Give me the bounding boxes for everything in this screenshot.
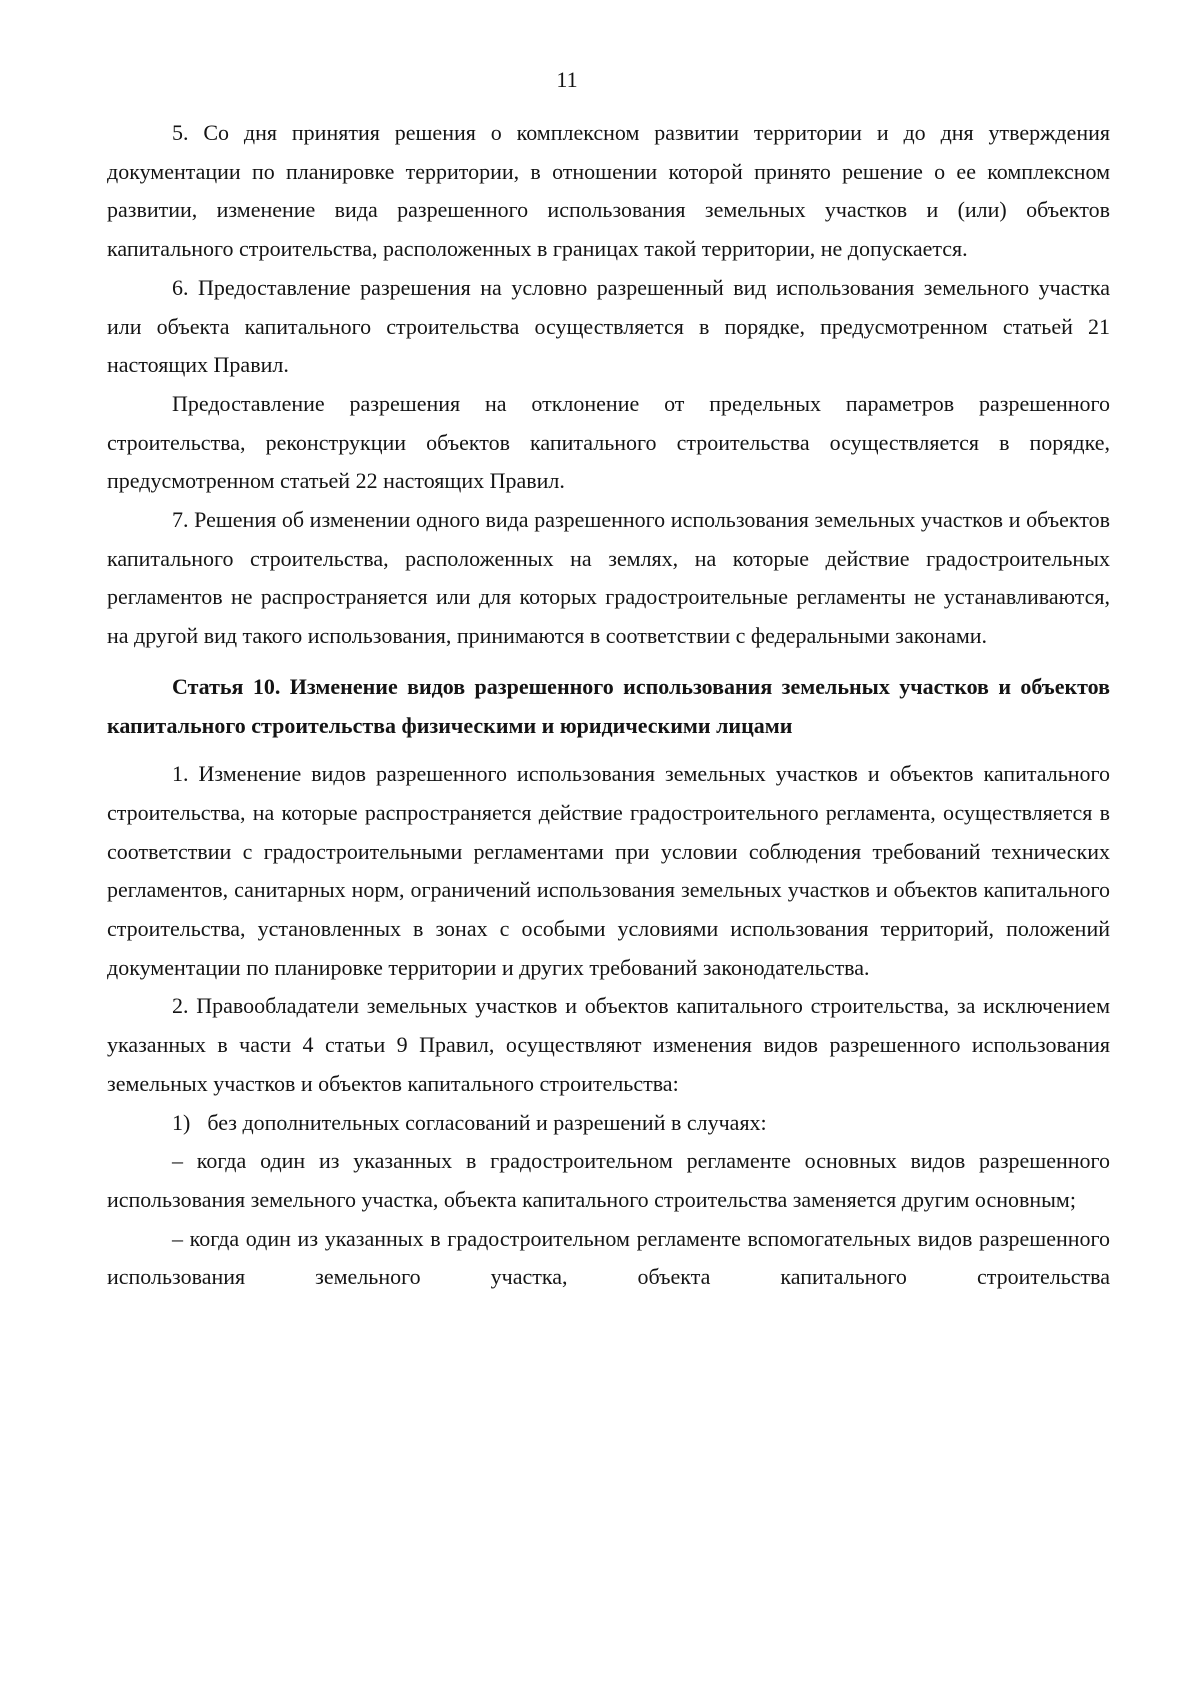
dash-item-2: – когда один из указанных в градостроительном регламенте вспомогательных видов разрешенного использования земельного участка, объекта капитального строительства bbox=[107, 1225, 1110, 1290]
paragraph-deviation-permission: Предоставление разрешения на отклонение от предельных параметров разрешенного строительства, реконструкции объектов капитального строительства осуществляется в порядке, предусмотренном статьей 22 настоящих Правил. bbox=[107, 390, 1110, 494]
paragraph-item-7: 7. Решения об изменении одного вида разрешенного использования земельных участков и объектов капитального строительства, расположенных на землях, на которые действие градостроительных регламентов не распространяется или для которых градостроительные регламенты не устанавливаются, на другой вид такого использования, принимаются в соответствии с федеральными законами. bbox=[107, 507, 1110, 649]
paragraph-item-6: 6. Предоставление разрешения на условно разрешенный вид использования земельного участка или объекта капитального строительства осуществляется в порядке, предусмотренном статьей 21 настоящих Правил. bbox=[107, 274, 1110, 378]
list-item-label: 1) bbox=[172, 1109, 191, 1135]
document-body bbox=[107, 114, 1110, 1297]
list-item-text: без дополнительных согласований и разрешений в случаях: bbox=[207, 1109, 767, 1135]
article-10-heading: Статья 10. Изменение видов разрешенного использования земельных участков и объектов капитального строительства физическими и юридическими лицами bbox=[107, 673, 1110, 738]
article-10-paragraph-1: 1. Изменение видов разрешенного использования земельных участков и объектов капитального строительства, на которые распространяется действие градостроительного регламента, осуществляется в соответствии с градостроительными регламентами при условии соблюдения требований технических регламентов, санитарных норм, ограничений использования земельных участков и объектов капитального строительства, установленных в зонах с особыми условиями использования территорий, положений документации по планировке территории и других требований законодательства. bbox=[107, 761, 1110, 980]
list-item bbox=[107, 1104, 1110, 1143]
page-number: 11 bbox=[556, 67, 578, 92]
paragraph-item-5: 5. Со дня принятия решения о комплексном развитии территории и до дня утверждения документации по планировке территории, в отношении которой принято решение о ее комплексном развитии, изменение вида разрешенного использования земельных участков и (или) объектов капитального строительства, расположенных в границах такой территории, не допускается. bbox=[107, 120, 1110, 262]
dash-item-1: – когда один из указанных в градостроительном регламенте основных видов разрешенного использования земельного участка, объекта капитального строительства заменяется другим основным; bbox=[107, 1148, 1110, 1212]
article-10-paragraph-2: 2. Правообладатели земельных участков и объектов капитального строительства, за исключением указанных в части 4 статьи 9 Правил, осуществляют изменения видов разрешенного использования земельных участков и объектов капитального строительства: bbox=[107, 993, 1110, 1096]
